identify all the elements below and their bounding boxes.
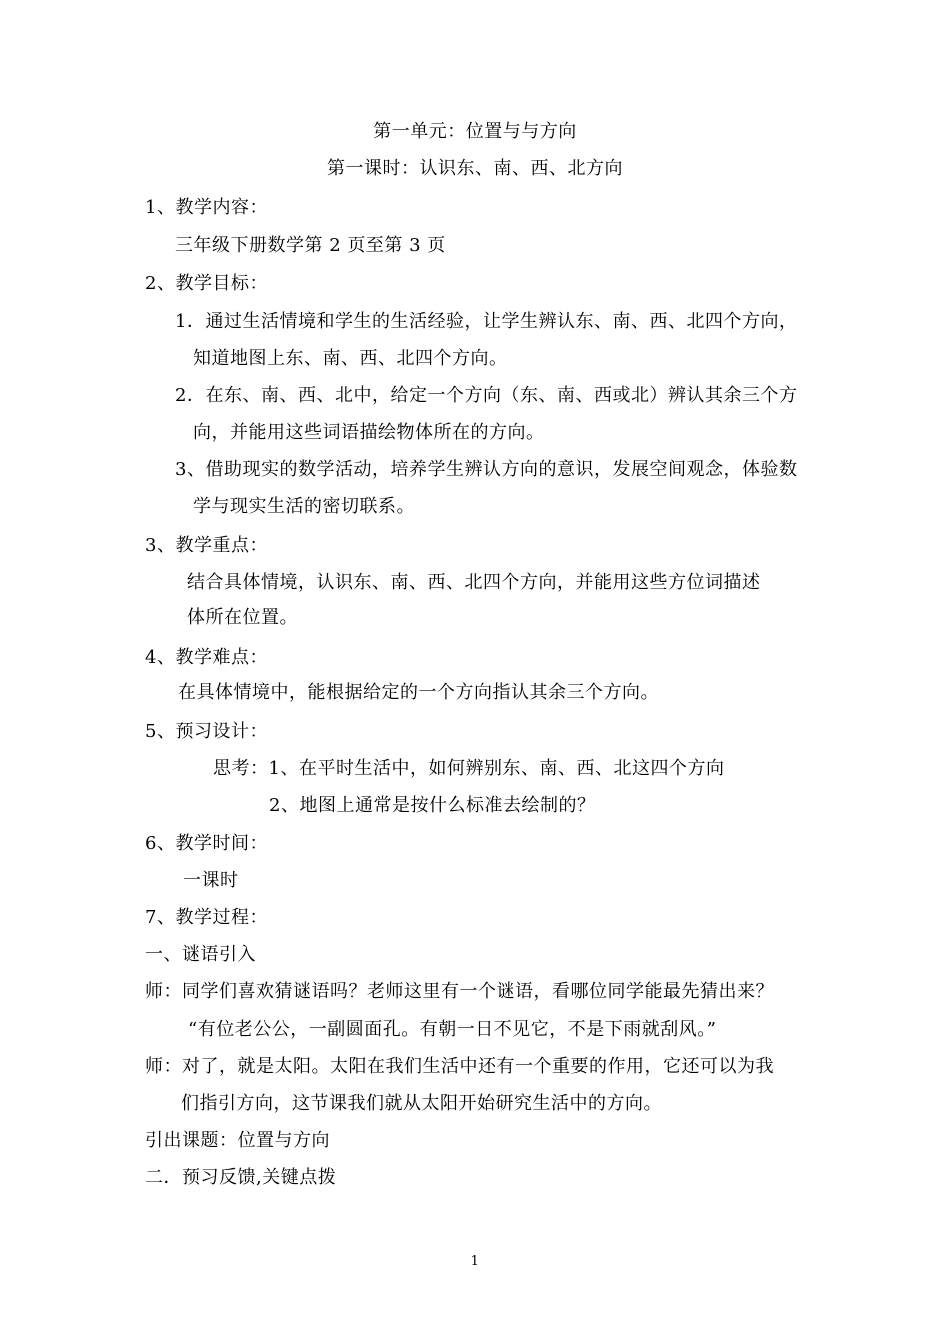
section-1-heading: 1、教学内容： — [145, 197, 268, 218]
goal-1-line-2: 知道地图上东、南、西、北四个方向。 — [193, 348, 508, 369]
section-3-line-1: 结合具体情境，认识东、南、西、北四个方向，并能用这些方位词描述 — [187, 572, 761, 593]
part-2-heading: 二．预习反馈,关键点拨 — [145, 1167, 337, 1188]
goal-3-line-2: 学与现实生活的密切联系。 — [193, 496, 415, 517]
goal-3-line-1: 3、借助现实的数学活动，培养学生辨认方向的意识，发展空间观念，体验数 — [175, 459, 798, 480]
section-6-heading: 6、教学时间： — [145, 833, 268, 854]
section-4-heading: 4、教学难点： — [145, 647, 268, 668]
page-number: 1 — [470, 1254, 480, 1269]
section-5-heading: 5、预习设计： — [145, 721, 268, 742]
section-3-line-2: 体所在位置。 — [187, 607, 298, 628]
section-5-question-2: 2、地图上通常是按什么标准去绘制的？ — [269, 795, 596, 816]
section-7-heading: 7、教学过程： — [145, 907, 268, 928]
goal-2-line-2: 向，并能用这些词语描绘物体所在的方向。 — [193, 422, 545, 443]
section-3-heading: 3、教学重点： — [145, 535, 268, 556]
teacher-line-2: 师：对了，就是太阳。太阳在我们生活中还有一个重要的作用，它还可以为我 — [145, 1056, 774, 1077]
lesson-title: 第一课时：认识东、南、西、北方向 — [327, 158, 623, 179]
goal-2-line-1: 2．在东、南、西、北中，给定一个方向（东、南、西或北）辨认其余三个方 — [175, 385, 798, 406]
section-2-heading: 2、教学目标： — [145, 273, 268, 294]
teacher-line-1: 师：同学们喜欢猜谜语吗？老师这里有一个谜语，看哪位同学能最先猜出来？ — [145, 981, 774, 1002]
goal-1-line-1: 1．通过生活情境和学生的生活经验，让学生辨认东、南、西、北四个方向， — [175, 311, 798, 332]
topic-line: 引出课题：位置与方向 — [145, 1130, 330, 1151]
section-6-text: 一课时 — [183, 870, 239, 891]
part-1-heading: 一、谜语引入 — [145, 944, 256, 965]
unit-title: 第一单元：位置与与方向 — [373, 121, 577, 142]
section-4-text: 在具体情境中，能根据给定的一个方向指认其余三个方向。 — [178, 682, 659, 703]
teacher-line-2-continued: 们指引方向，这节课我们就从太阳开始研究生活中的方向。 — [181, 1093, 662, 1114]
section-1-text: 三年级下册数学第 2 页至第 3 页 — [175, 235, 446, 256]
section-5-question-1: 思考：1、在平时生活中，如何辨别东、南、西、北这四个方向 — [213, 758, 725, 779]
riddle-text: “有位老公公，一副圆面孔。有朝一日不见它，不是下雨就刮风。” — [188, 1019, 717, 1040]
